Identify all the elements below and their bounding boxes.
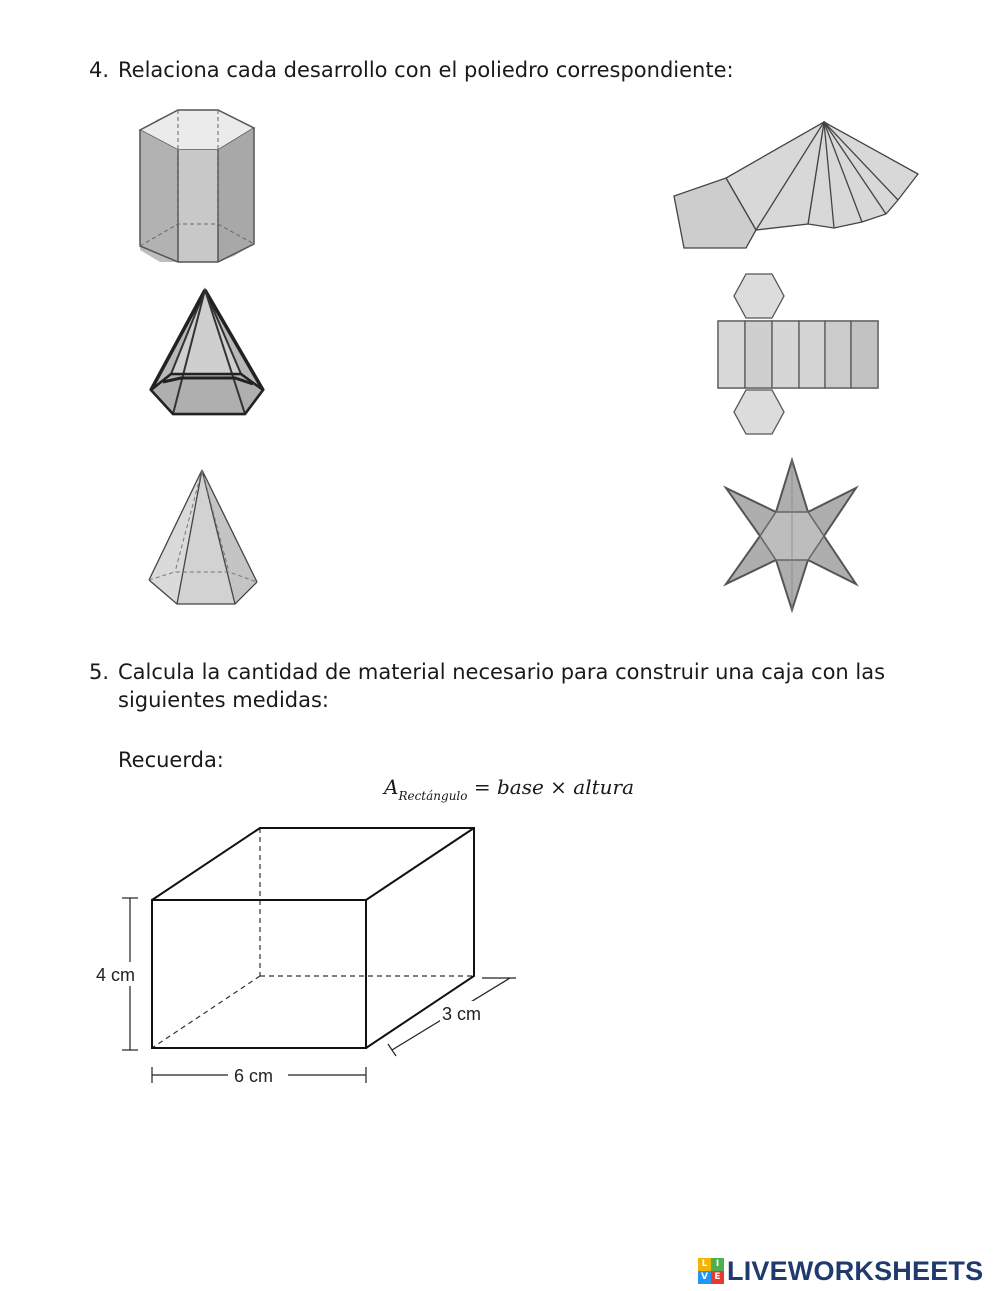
- logo-mark-letter: I: [711, 1258, 724, 1271]
- question-4-text: Relaciona cada desarrollo con el poliedro correspondiente:: [118, 58, 734, 82]
- question-5: [89, 658, 909, 718]
- hexagonal-pyramid-star-net-figure[interactable]: [720, 458, 874, 616]
- logo-mark-letter: L: [698, 1258, 711, 1271]
- question-4-number: 4.: [89, 58, 110, 82]
- depth-label: 3 cm: [442, 1004, 482, 1024]
- question-5-number: 5.: [89, 660, 110, 684]
- formula-symbol: A: [384, 775, 399, 799]
- question-4: [89, 56, 889, 86]
- hexagonal-pyramid-light-figure[interactable]: [145, 468, 265, 610]
- pentagonal-pyramid-net-figure[interactable]: [672, 120, 924, 254]
- logo-mark-icon: [698, 1258, 724, 1284]
- hexagonal-prism-net-figure[interactable]: [716, 272, 884, 438]
- logo-text: LIVEWORKSHEETS: [727, 1255, 984, 1286]
- hexagonal-pyramid-dark-figure[interactable]: [145, 286, 275, 426]
- reminder-label: Recuerda:: [118, 748, 224, 772]
- formula-rhs: = base × altura: [473, 775, 634, 799]
- hexagonal-prism-figure[interactable]: [138, 106, 258, 266]
- logo-mark-letter: E: [711, 1271, 724, 1284]
- height-label: 4 cm: [96, 965, 136, 985]
- width-label: 6 cm: [234, 1066, 274, 1086]
- box-diagram: [90, 820, 530, 1090]
- rectangle-area-formula: [384, 775, 634, 803]
- question-5-text: Calcula la cantidad de material necesario para construir una caja con las siguientes medidas:: [118, 660, 886, 712]
- formula-subscript: Rectángulo: [398, 789, 468, 803]
- logo-mark-letter: V: [698, 1271, 711, 1284]
- liveworksheets-logo[interactable]: [698, 1254, 983, 1288]
